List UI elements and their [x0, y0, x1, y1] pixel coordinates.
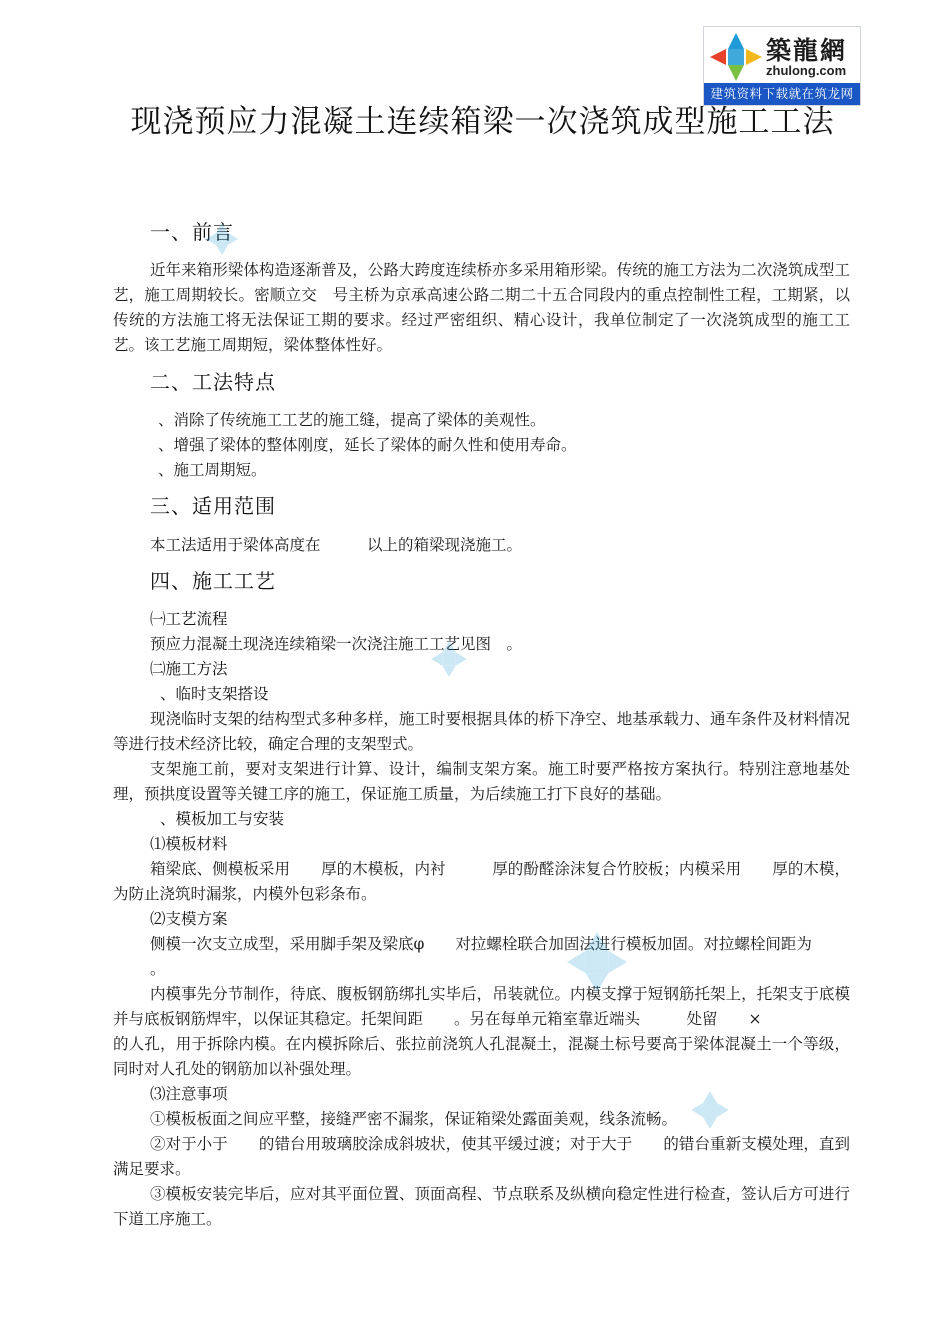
- logo-brand-en: zhulong.com: [766, 63, 847, 78]
- watermark-icon: [205, 222, 239, 256]
- feature-item-2: 、增强了梁体的整体刚度，延长了梁体的耐久性和使用寿命。: [158, 436, 577, 454]
- logo-mark-icon: [708, 31, 764, 83]
- formwork-scheme-line-1: 侧模一次支立成型，采用脚手架及梁底φ 对拉螺栓联合加固法进行模板加固。对拉螺栓间距为: [150, 935, 812, 953]
- section-heading-preface: 一、前言: [150, 220, 234, 244]
- subheading-formwork: 、模板加工与安装: [160, 810, 285, 828]
- feature-item-1: 、消除了传统施工工艺的施工缝，提高了梁体的美观性。: [158, 411, 546, 429]
- support-paragraph-1: 现浇临时支架的结构型式多种多样，施工时要根据具体的桥下净空、地基承载力、通车条件及材料情况等进行技术经济比较，确定合理的支架型式。: [113, 710, 850, 753]
- scope-paragraph: 本工法适用于梁体高度在 以上的箱梁现浇施工。: [150, 536, 523, 554]
- feature-item-3: 、施工周期短。: [158, 461, 267, 479]
- preface-paragraph: 近年来箱形梁体构造逐渐普及，公路大跨度连续桥亦多采用箱形梁。传统的施工方法为二次浇筑成型工艺，施工周期较长。密顺立交 号主桥为京承高速公路二期二十五合同段内的重点控制性工程，工期紧，以传统的方法施工将无法保证工期的要求。经过严密组织、精心设计，我单位制定了一次浇筑成型的施工工艺。该工艺施工周期短，梁体整体性好。: [113, 261, 850, 354]
- note-3: ③模板安装完毕后，应对其平面位置、顶面高程、节点联系及纵横向稳定性进行检查，签认后方可进行下道工序施工。: [113, 1185, 850, 1228]
- inner-form-paragraph: 内模事先分节制作，待底、腹板钢筋绑扎实毕后，吊装就位。内模支撑于短钢筋托架上，托架支于底模并与底板钢筋焊牢，以保证其稳定。托架间距 。另在每单元箱室靠近端头 处留 ×: [113, 985, 850, 1028]
- support-paragraph-2: 支架施工前，要对支架进行计算、设计，编制支架方案。施工时要严格按方案执行。特别注意地基处理，预拱度设置等关键工序的施工，保证施工质量，为后续施工打下良好的基础。: [113, 760, 850, 803]
- process-flow-text: 预应力混凝土现浇连续箱梁一次浇注施工工艺见图 。: [150, 635, 523, 653]
- zhulong-logo: [703, 26, 861, 106]
- section-heading-features: 二、工法特点: [150, 370, 276, 394]
- formwork-scheme-line-2: 。: [150, 960, 166, 978]
- subheading-temporary-support: 、临时支架搭设: [160, 685, 269, 703]
- logo-brand-cn: 築龍網: [766, 36, 848, 65]
- note-1: ①模板板面之间应平整，接缝严密不漏浆，保证箱梁处露面美观，线条流畅。: [150, 1110, 678, 1128]
- inner-form-paragraph-cont: 的人孔，用于拆除内模。在内模拆除后、张拉前浇筑人孔混凝土，混凝土标号要高于梁体混凝土一个等级，同时对人孔处的钢筋加以补强处理。: [113, 1035, 850, 1078]
- watermark-icon: [565, 930, 629, 994]
- formwork-material-paragraph: 箱梁底、侧模板采用 厚的木模板，内衬 厚的酚醛涂沫复合竹胶板；内模采用 厚的木模，为防止浇筑时漏浆，内模外包彩条布。: [113, 860, 850, 903]
- logo-slogan: 建筑资料下载就在筑龙网: [704, 83, 860, 105]
- formwork-scheme-title: ⑵支模方案: [150, 910, 228, 928]
- subheading-method: ㈡施工方法: [150, 660, 228, 678]
- section-heading-process: 四、施工工艺: [150, 569, 276, 593]
- watermark-icon: [430, 640, 468, 678]
- note-2: ②对于小于 的错台用玻璃胶涂成斜坡状，使其平缓过渡；对于大于 的错台重新支模处理，直到满足要求。: [113, 1135, 850, 1178]
- formwork-material-title: ⑴模板材料: [150, 835, 228, 853]
- notes-title: ⑶注意事项: [150, 1085, 228, 1103]
- section-heading-scope: 三、适用范围: [150, 494, 276, 518]
- watermark-icon: [690, 1090, 730, 1130]
- subheading-process-flow: ㈠工艺流程: [150, 610, 228, 628]
- document-title: 现浇预应力混凝土连续箱梁一次浇筑成型施工工法: [130, 104, 835, 140]
